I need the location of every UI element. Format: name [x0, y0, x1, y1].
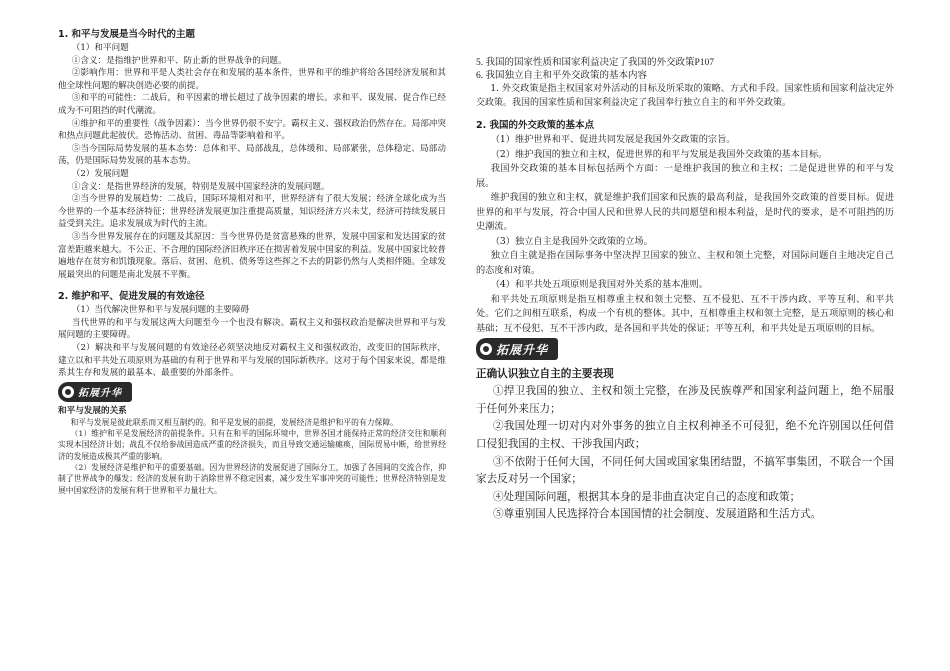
extension-title-right: 正确认识独立自主的主要表现 — [476, 368, 614, 381]
independence-item-3: ③不依附于任何大国，不同任何大国或国家集团结盟，不搞军事集团，不联合一个国家去反对另一个国家； — [476, 455, 894, 486]
development-definition: ①含义：是指世界经济的发展，特别是发展中国家经济的发展问题。 — [71, 181, 330, 192]
development-problems: ③当今世界发展存在的问题及其原因：当今世界仍是贫富悬殊的世界，发展中国家和发达国家的贫富差距越来越大。不公正、不合理的国际经济旧秩序还在损害着发展中国家的利益。发展中国家比较普遍地存在贫穷和饥饿现象。落后、贫困、危机、债务等这些挥之不去的阴影仍然与人类相伴随。全球发展最突出的问题是南北发展不平衡。 — [58, 231, 446, 280]
basics-purpose: （1）维护世界和平、促进共同发展是我国外交政策的宗旨。 — [490, 134, 736, 146]
section-1-sub-development: （2）发展问题 — [71, 168, 129, 179]
solution-text: （2）解决和平与发展问题的有效途径必须坚决地反对霸权主义和强权政治，改变旧的国际秩序，建立以和平共处五项原则为基础的有利于世界和平与发展的国际新秩序。这对于每个国家来说，都是维系其生存和发展的最基本、最重要的外部条件。 — [58, 343, 446, 379]
independence-item-5: ⑤尊重别国人民选择符合本国国情的社会制度、发展道路和生活方式。 — [492, 508, 822, 521]
extension-block-left — [58, 405, 446, 496]
independence-item-2: ②我国处理一切对内对外事务的独立自主权利神圣不可侵犯，绝不允许别国以任何借口侵犯我国的主权、干涉我国内政； — [476, 420, 894, 450]
basics-stance: （3）独立自主是我国外交政策的立场。 — [490, 235, 653, 247]
note-5: 5. 我国的国家性质和国家利益决定了我国的外交政策P107 — [476, 58, 715, 68]
badge-label: 拓展升华 — [78, 388, 122, 400]
basics-principles-detail: 和平共处五项原则是指互相尊重主权和领土完整、互不侵犯、互不干涉内政、平等互利、和平共处。它们之间相互联系，构成一个有机的整体。其中，互相尊重主权和领土完整，是五项原则的核心和基础；互不侵犯、互不干涉内政，是各国和平共处的保证；平等互利，和平共处是五项原则的目标。 — [476, 293, 894, 334]
foreign-policy-intro — [476, 83, 894, 110]
extension-badge-left — [58, 382, 132, 402]
extension-badge-right — [476, 338, 558, 360]
section-2-title: 2. 维护和平、促进发展的有效途径 — [58, 291, 205, 303]
peace-impact: ②影响作用：世界和平是人类社会存在和发展的基本条件，世界和平的维护将给各国经济发展和其他全球性问题的解决创造必要的前提。 — [58, 68, 446, 91]
extension-block-right — [476, 366, 894, 524]
basics-principles: （4）和平共处五项原则是我国对外关系的基本准则。 — [490, 279, 708, 291]
section-1-title: 1. 和平与发展是当今时代的主题 — [58, 29, 196, 40]
basics-goal-detail: 我国外交政策的基本目标包括两个方面：一是维护我国的独立和主权；二是促进世界的和平与发展。 — [476, 163, 894, 189]
extension-text-3: （2）发展经济是维护和平的重要基础。因为世界经济的发展促进了国际分工，加强了各国间的交流合作，抑制了世界战争的爆发；经济的发展有助于消除世界不稳定因素，减少发生军事冲突的可能性；世界经济特别是发展中国家经济的发展有利于世界和平力量壮大。 — [58, 463, 446, 495]
peace-possibility: ③和平的可能性：二战后，和平因素的增长超过了战争因素的增长。求和平、谋发展、促合作已经成为不可阻挡的时代潮流。 — [58, 93, 446, 116]
note-6: 6. 我国独立自主和平外交政策的基本内容 — [476, 71, 648, 81]
section-1-sub-peace: （1）和平问题 — [71, 43, 129, 53]
badge-circle-icon — [62, 386, 74, 398]
left-column — [58, 28, 446, 496]
extension-title-left: 和平与发展的关系 — [58, 405, 127, 416]
obstacles-sub: （1）当代解决世界和平与发展问题的主要障碍 — [71, 305, 250, 316]
peace-definition: ①含义：是指维护世界和平、防止新的世界战争的问题。 — [71, 55, 287, 66]
foreign-policy-basics — [476, 119, 894, 336]
foreign-policy-definition: 1. 外交政策是指主权国家对外活动的目标及所采取的策略、方式和手段。国家性质和国家利益决定外交政策。我国的国家性质和国家利益决定了我国奉行独立自主的和平外交政策。 — [476, 84, 894, 108]
development-trend: ②当今世界的发展趋势：二战后，国际环境相对和平，世界经济有了很大发展；经济全球化成为当今世界的一个基本经济特征；世界经济发展更加注重提高质量，知识经济方兴未艾，经济可持续发展日益受到关注。追求发展成为时代的主流。 — [58, 194, 446, 230]
extension-text-2: （1）维护和平是发展经济的前提条件。只有在和平的国际环境中，世界各国才能保持正常的经济交往和顺利实现本国经济计划；战乱不仅给参战国造成严重的经济损失，而且导致交通运输瘫痪，国际贸易中断，给世界经济的发展造成极其严重的影响。 — [58, 429, 446, 461]
obstacles-text: 当代世界的和平与发展这两大问题至今一个也没有解决。霸权主义和强权政治是解决世界和平与发展问题的主要障碍。 — [58, 317, 446, 341]
basics-goal-explain: 维护我国的独立和主权，就是维护我们国家和民族的最高利益，是我国外交政策的首要目标。促进世界的和平与发展，符合中国人民和世界人民的共同愿望和根本利益，是时代的要求，是不可阻挡的历史潮流。 — [476, 192, 894, 233]
basics-title: 2. 我国的外交政策的基本点 — [476, 120, 595, 132]
badge-circle-icon — [480, 343, 492, 355]
extension-text-1: 和平与发展是彼此联系而又相互制约的。和平是发展的前提，发展经济是维护和平的有力保障。 — [70, 417, 398, 427]
peace-importance: ④维护和平的重要性（战争因素）：当今世界仍很不安宁。霸权主义、强权政治仍然存在。局部冲突和热点问题此起彼伏。恐怖活动、贫困、毒品等影响着和平。 — [58, 118, 446, 142]
basics-stance-detail: 独立自主就是指在国际事务中坚决捍卫国家的独立、主权和领土完整，对国际问题自主地决定自己的态度和对策。 — [476, 250, 894, 276]
independence-item-1: ①捍卫我国的独立、主权和领土完整，在涉及民族尊严和国家利益问题上，绝不屈服于任何外来压力； — [476, 385, 894, 415]
independence-item-4: ④处理国际问题，根据其本身的是非曲直决定自己的态度和政策； — [492, 490, 801, 503]
badge-label: 拓展升华 — [496, 342, 549, 357]
basics-goal: （2）维护我国的独立和主权，促进世界的和平与发展是我国外交政策的基本目标。 — [490, 148, 828, 160]
right-column — [476, 57, 894, 524]
peace-situation: ⑤当今国际局势发展的基本态势：总体和平、局部战乱，总体缓和、局部紧张，总体稳定、局部动荡，仍是国际局势发展的基本态势。 — [58, 143, 446, 167]
